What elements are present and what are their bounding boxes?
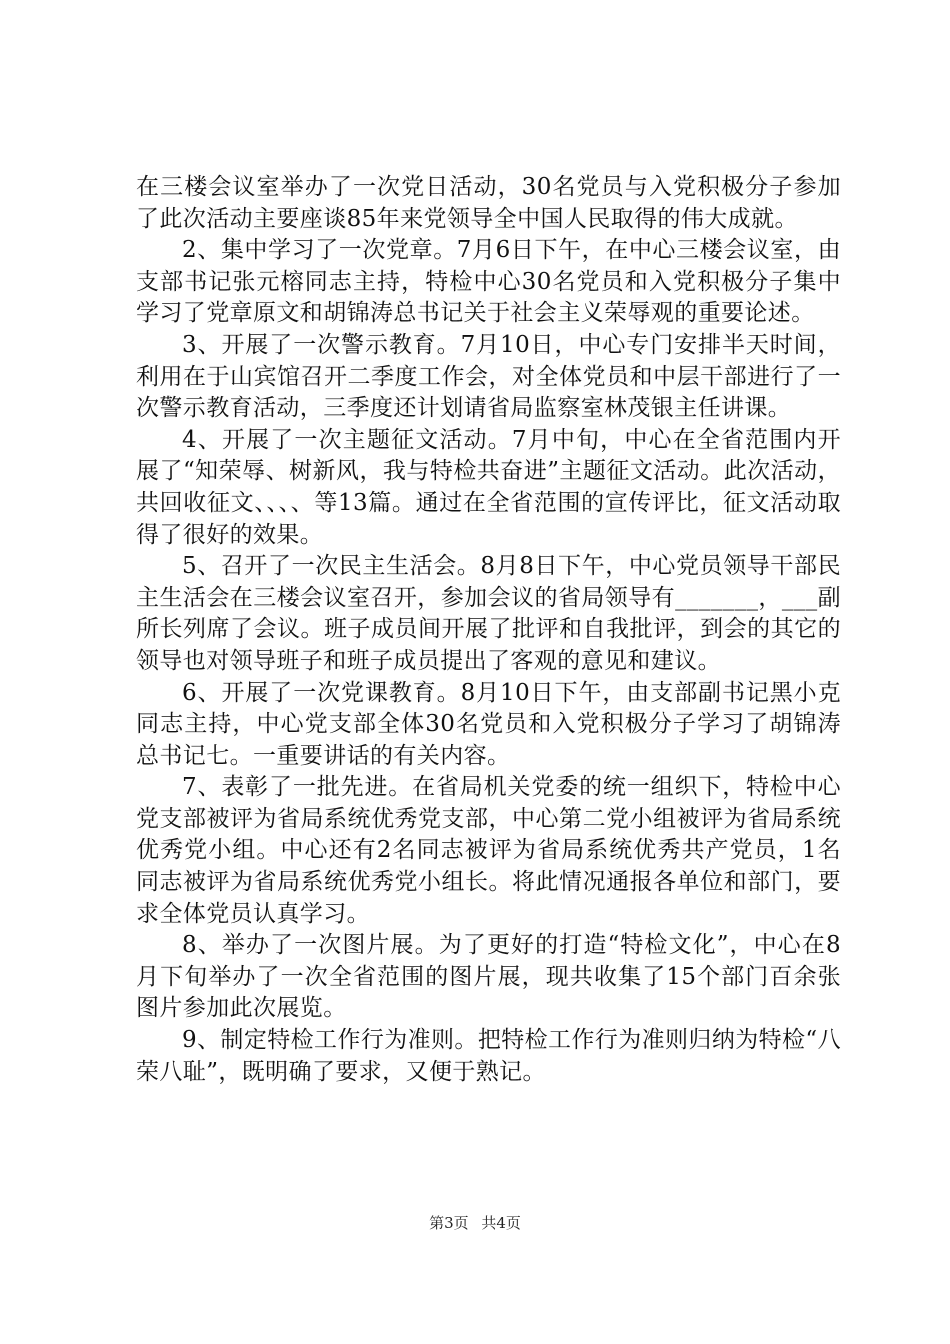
paragraph-item-7: 7、表彰了一批先进。在省局机关党委的统一组织下，特检中心党支部被评为省局系统优秀党支部，中心第二党小组被评为省局系统优秀党小组。中心还有2名同志被评为省局系统优秀共产党员，1名同志被评为省局系统优秀党小组长。将此情况通报各单位和部门，要求全体党员认真学习。	[136, 774, 841, 927]
paragraph-item-8: 8、举办了一次图片展。为了更好的打造“特检文化”，中心在8月下旬举办了一次全省范围的图片展，现共收集了15个部门百余张图片参加此次展览。	[136, 932, 841, 1022]
page-footer	[0, 1212, 950, 1233]
document-body	[136, 172, 841, 1088]
page-total: 共4页	[481, 1214, 521, 1232]
paragraph-item-6: 6、开展了一次党课教育。8月10日下午，由支部副书记黑小克同志主持，中心党支部全体30名党员和入党积极分子学习了胡锦涛总书记七。一重要讲话的有关内容。	[136, 679, 841, 769]
paragraph-item-4: 4、开展了一次主题征文活动。7月中旬，中心在全省范围内开展了“知荣辱、树新风，我与特检共奋进”主题征文活动。此次活动，共回收征文、、、、等13篇。通过在全省范围的宣传评比，征文活动取得了很好的效果。	[136, 426, 841, 548]
paragraph-item-2: 2、集中学习了一次党章。7月6日下午，在中心三楼会议室，由支部书记张元榕同志主持，特检中心30名党员和入党积极分子集中学习了党章原文和胡锦涛总书记关于社会主义荣辱观的重要论述。	[136, 237, 841, 327]
paragraph-item-3: 3、开展了一次警示教育。7月10日，中心专门安排半天时间，利用在于山宾馆召开二季度工作会，对全体党员和中层干部进行了一次警示教育活动，三季度还计划请省局监察室林茂银主任讲课。	[136, 331, 841, 422]
page-number: 第3页	[429, 1214, 469, 1232]
paragraph-continuation: 在三楼会议室举办了一次党日活动，30名党员与入党积极分子参加了此次活动主要座谈85年来党领导全中国人民取得的伟大成就。	[136, 174, 841, 232]
paragraph-item-5: 5、召开了一次民主生活会。8月8日下午，中心党员领导干部民主生活会在三楼会议室召开，参加会议的省局领导有_______，___副所长列席了会议。班子成员间开展了批评和自我批评，到会的其它的领导也对领导班子和班子成员提出了客观的意见和建议。	[136, 553, 841, 674]
paragraph-item-9: 9、制定特检工作行为准则。把特检工作行为准则归纳为特检“八荣八耻”，既明确了要求，又便于熟记。	[136, 1027, 841, 1085]
